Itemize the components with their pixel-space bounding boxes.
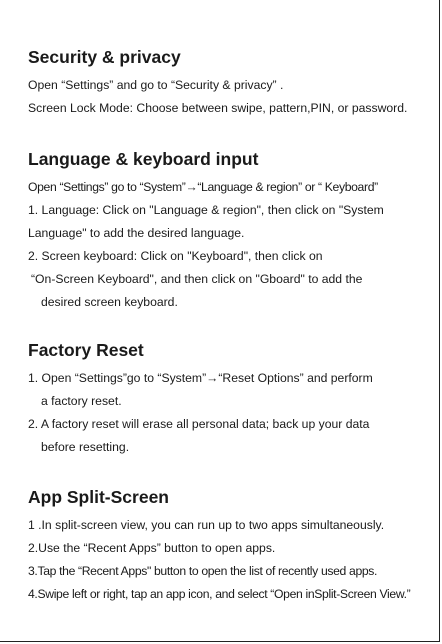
section-language-keyboard: [28, 148, 433, 314]
section-heading: Language & keyboard input: [28, 149, 259, 169]
instruction-line: Language" to add the desired language.: [28, 226, 245, 240]
section-factory-reset: [28, 339, 433, 459]
instruction-line: Open “Settings” and go to “Security & privacy” .: [28, 78, 284, 92]
instruction-line: Screen Lock Mode: Choose between swipe, pattern,PIN, or password.: [28, 101, 408, 115]
instruction-line: 3.Tap the “Recent Apps" button to open the list of recently used apps.: [28, 564, 378, 578]
section-heading: App Split-Screen: [28, 487, 169, 507]
section-heading: Factory Reset: [28, 340, 144, 360]
instruction-line: 1. Open “Settings”go to “System”→“Reset Options” and perform: [28, 371, 373, 385]
instruction-line: “On-Screen Keyboard", and then click on "Gboard" to add the: [31, 272, 363, 286]
instruction-line: 2. Screen keyboard: Click on "Keyboard", then click on: [28, 249, 323, 263]
section-security-privacy: [28, 46, 433, 120]
instruction-line: a factory reset.: [41, 394, 122, 408]
instruction-line: desired screen keyboard.: [41, 295, 178, 309]
instruction-line: 1 .In split-screen view, you can run up to two apps simultaneously.: [28, 518, 385, 532]
instruction-line: Open “Settings” go to “System”→“Language & region” or “ Keyboard”: [28, 180, 378, 194]
section-app-split-screen: [28, 486, 433, 606]
section-heading: Security & privacy: [28, 47, 181, 67]
instruction-line: 4.Swipe left or right, tap an app icon, and select “Open inSplit-Screen View.”: [28, 587, 411, 601]
instruction-line: 2.Use the “Recent Apps” button to open apps.: [28, 541, 276, 555]
instruction-line: 2. A factory reset will erase all personal data; back up your data: [28, 417, 370, 431]
instruction-line: 1. Language: Click on "Language & region", then click on "System: [28, 203, 384, 217]
instruction-line: before resetting.: [41, 440, 130, 454]
